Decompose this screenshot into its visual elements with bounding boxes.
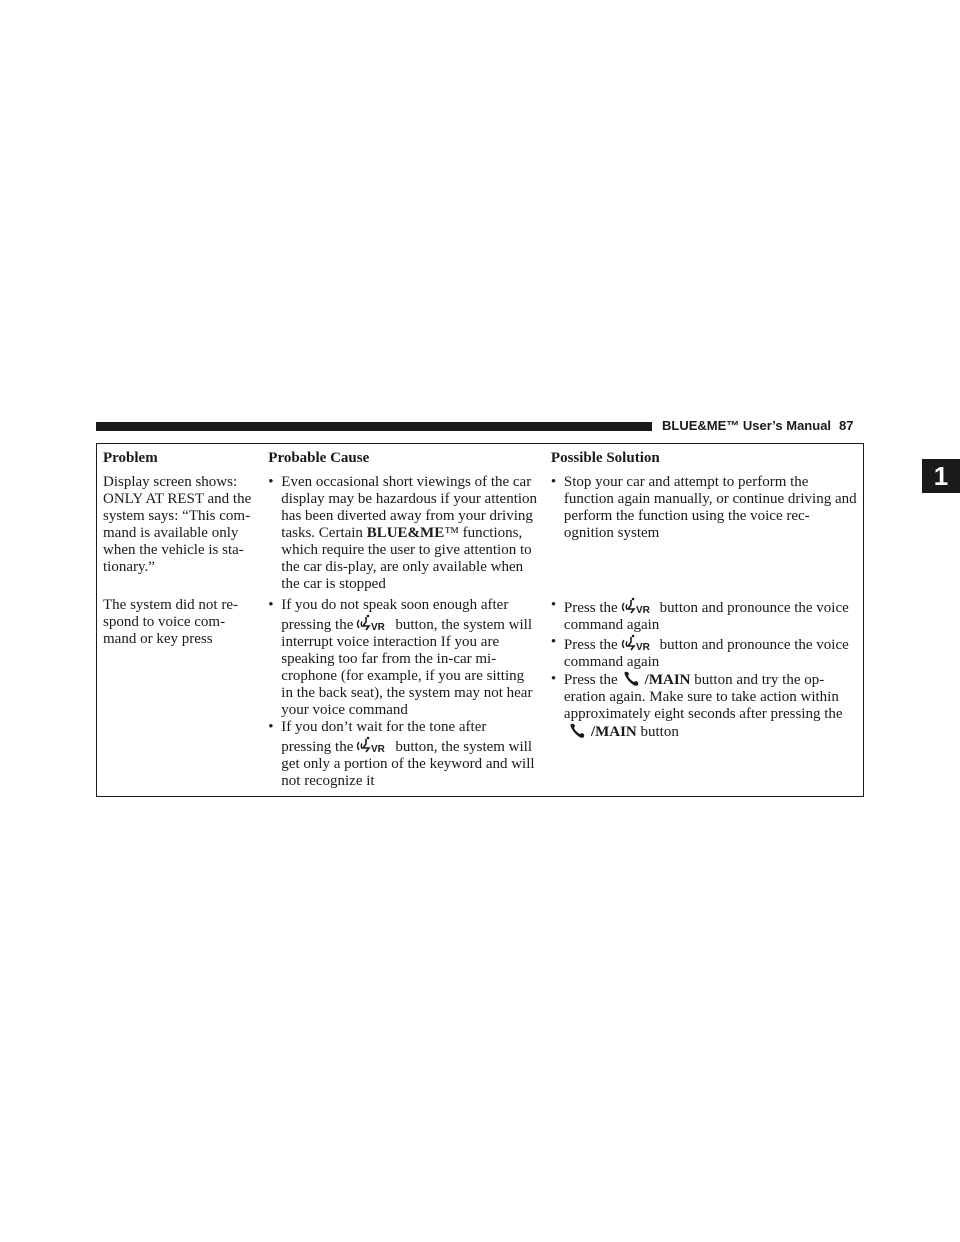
cause-text: If you do not speak soon enough after pressing the — [281, 597, 509, 633]
section-tab: 1 — [922, 459, 960, 493]
cause-item — [268, 597, 539, 719]
header-rule — [96, 422, 652, 431]
troubleshooting-table — [96, 443, 864, 797]
table-row — [97, 472, 864, 595]
solution-cell — [545, 595, 864, 797]
problem-cell: Display screen shows: ONLY AT REST and the system says: “This com-mand is available only when the vehicle is sta-tionary.” — [103, 474, 252, 575]
voice-recognition-icon — [620, 634, 658, 654]
running-header — [662, 418, 854, 433]
solution-item — [551, 597, 857, 634]
cause-text: Even occasional short viewings of the car display may be hazardous if your attention has been diverted away from your driving tasks. Certain — [281, 474, 538, 541]
column-header-solution: Possible Solution — [550, 450, 660, 466]
vr-icon-label: VR — [635, 605, 650, 616]
main-button-label: /MAIN — [644, 672, 691, 688]
voice-recognition-icon — [355, 614, 393, 634]
column-header-problem: Problem — [103, 450, 158, 466]
cause-cell — [262, 595, 545, 797]
cause-text-cont: ™ functions, which require the user to give attention to the car dis-play, are only available when the car is stopped — [281, 525, 532, 592]
solution-item: • Stop your car and attempt to perform the function again manually, or continue driving and perform the function using the voice rec-ognition system — [551, 474, 857, 542]
cause-text-cont: button, the system will get only a portion of the keyword and will not recognize it — [281, 739, 535, 789]
solution-cell — [545, 472, 864, 595]
cause-item — [268, 474, 539, 593]
cause-item — [268, 719, 539, 790]
voice-recognition-icon — [620, 597, 658, 617]
solution-text: Press the — [563, 672, 618, 688]
manual-title: BLUE&ME™ User’s Manual — [662, 418, 832, 433]
column-header-cause: Probable Cause — [268, 450, 370, 466]
solution-text-end: button — [640, 724, 679, 740]
vr-icon-label: VR — [371, 744, 386, 755]
solution-item — [551, 634, 857, 671]
solution-text: Press the — [563, 637, 618, 653]
cause-text-cont: button, the system will interrupt voice interaction If you are speaking too far from the in-car mi-crophone (for example, if you are sitting in the back seat), the system may not hear your voice command — [281, 617, 533, 718]
solution-text-cont: button and pronounce the voice command again — [563, 637, 849, 670]
solution-item — [551, 671, 857, 741]
vr-icon-label: VR — [635, 642, 650, 653]
cause-text: If you don’t wait for the tone after pressing the — [281, 719, 487, 755]
voice-recognition-icon — [355, 736, 393, 756]
problem-cell: The system did not re-spond to voice com-mand or key press — [103, 597, 238, 647]
table-header-row — [97, 444, 864, 473]
brand-name: BLUE&ME — [366, 525, 445, 541]
table-row — [97, 595, 864, 797]
phone-icon — [622, 671, 642, 687]
cause-cell — [262, 472, 545, 595]
vr-icon-label: VR — [371, 622, 386, 633]
solution-text: Press the — [563, 600, 618, 616]
page-number: 87 — [839, 418, 854, 433]
main-button-label: /MAIN — [590, 724, 637, 740]
phone-icon — [568, 723, 588, 739]
solution-text-cont: button and pronounce the voice command again — [563, 600, 849, 633]
solution-text-cont: button and try the op-eration again. Make sure to take action within approximately eight seconds after pressing the — [563, 672, 843, 722]
